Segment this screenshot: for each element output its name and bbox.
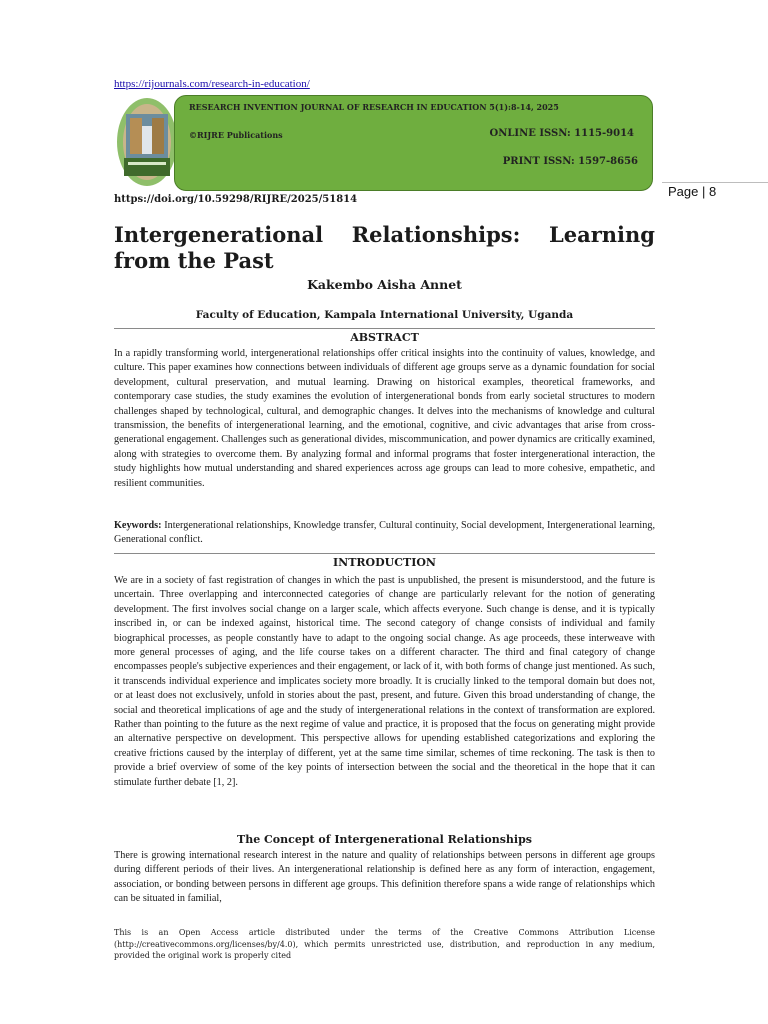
paper-title: Intergenerational Relationships: Learning from the Past xyxy=(114,222,655,273)
introduction-text: We are in a society of fast registration of changes in which the past is unpublished, the present is misunderstood, and the future is uncertain. Three overlapping and interconnected categories of change are particularly relevant for the notion of generating development. The first involves social change on a larger scale, which affects everyone. Such change is dense, and it is typically inscribed in, or can be indexed against, historical time. The second category of change consists of individual and family biographical processes, as people constantly have to adapt to the ongoing social change. As age proceeds, these interweave with more general processes of aging, and the life course takes on a different character. The third and final category of change encompasses people's subjective experiences and their engagement, or lack of it, with both forms of change just mentioned. As such, it transcends individual experience and implicates society more broadly. It is crucially linked to the temporal domain but does not, or at least does not exclusively, unfold in stories about the past, present, and future. Given this broad understanding of change, the social and theoretical implications of age and the study of intergenerational relations in the context of transformation are explored. Rather than pointing to the future as the next regime of value and practice, it is proposed that the focus on generating might provide an alternative perspective on development. This perspective allows for upending established categorizations and exploring the creative frictions caused by the interplay of different, yet at the same time similar, schemes of time reckoning. The task is then to provide a brief overview of some of the key points of intersection between the social and the theoretical in the hope that it can stimulate further debate [1, 2]. xyxy=(114,575,655,788)
abstract-text: In a rapidly transforming world, intergenerational relationships offer critical insights into the continuity of values, knowledge, and culture. This paper examines how connections between individuals of different age groups serve as a dynamic foundation for social development, cultural preservation, and mutual learning. Drawing on historical examples, theoretical frameworks, and contemporary case studies, the study examines the evolution of intergenerational bonds from early societal structures to modern challenges shaped by technological, cultural, and demographic changes. It delves into the mechanisms of knowledge and cultural transmission, the benefits of intergenerational learning, and the emotional, cognitive, and civic advantages that arise from cross-generational engagement. Challenges such as generational divides, miscommunication, and power dynamics are critically examined, along with strategies to overcome them. By analyzing formal and informal programs that foster intergenerational interaction, the study highlights how mutual understanding and shared experiences across age groups can lead to more cohesive, empathetic, and resilient communities. xyxy=(114,348,655,489)
page-number: Page | 8 xyxy=(668,184,717,199)
journal-banner xyxy=(174,95,653,191)
keywords-label: Keywords: xyxy=(114,520,162,531)
page-number-tab xyxy=(662,182,768,203)
divider xyxy=(114,328,655,329)
journal-cover-image xyxy=(114,96,180,188)
license-footer: This is an Open Access article distributed under the terms of the Creative Commons Attribution License (http://creativecommons.org/licenses/by/4.0), which permits unrestricted use, distribution, and reproduction in any medium, provided the original work is properly cited xyxy=(114,928,655,960)
divider xyxy=(114,553,655,554)
keywords xyxy=(114,519,655,548)
doi-link[interactable]: https://doi.org/10.59298/RIJRE/2025/51814 xyxy=(114,194,358,205)
journal-url-link[interactable]: https://rijournals.com/research-in-education/ xyxy=(114,78,310,90)
introduction-heading: INTRODUCTION xyxy=(333,556,436,569)
concept-heading: The Concept of Intergenerational Relationships xyxy=(237,833,532,846)
online-issn: ONLINE ISSN: 1115-9014 xyxy=(489,128,634,139)
print-issn: PRINT ISSN: 1597-8656 xyxy=(502,156,638,167)
author-affiliation: Faculty of Education, Kampala International University, Uganda xyxy=(195,309,574,321)
abstract-heading: ABSTRACT xyxy=(350,331,419,344)
keywords-text: Intergenerational relationships, Knowledge transfer, Cultural continuity, Social development, Intergenerational learning, Generational conflict. xyxy=(114,520,655,546)
journal-citation: RESEARCH INVENTION JOURNAL OF RESEARCH IN EDUCATION 5(1):8-14, 2025 xyxy=(189,102,559,112)
publisher-label: ©RIJRE Publications xyxy=(189,130,283,140)
concept-text: There is growing international research interest in the nature and quality of relationships between persons in different age groups during different periods of their lives. An intergenerational relationship is defined here as any form of interaction, engagement, association, or bonding between persons in different age groups. This definition therefore spans a wide range of relationships which can be situated in familial, xyxy=(114,850,655,905)
author-name: Kakembo Aisha Annet xyxy=(307,277,462,292)
